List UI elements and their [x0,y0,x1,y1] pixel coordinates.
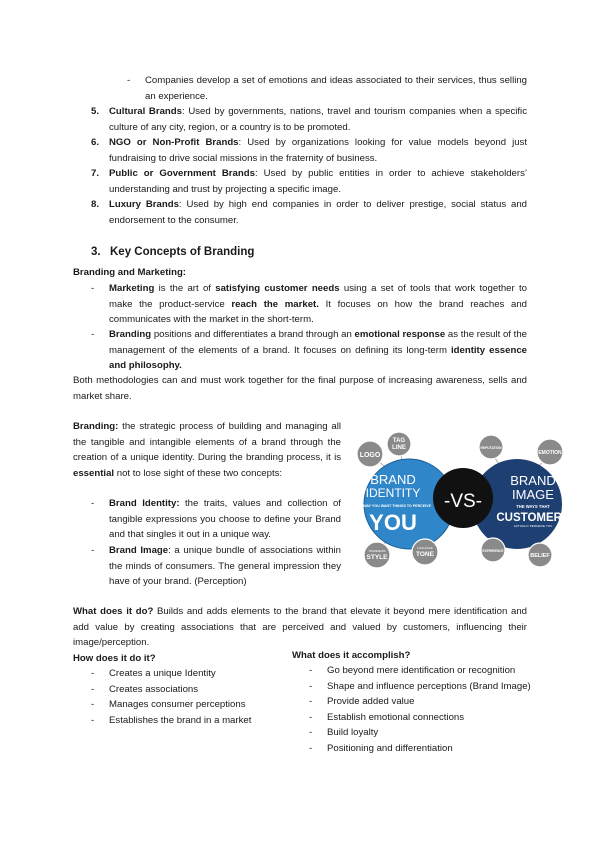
brand-image-subtitle-2: ACTUALLY PERCEIVE YOU [513,524,553,528]
branding-emphasis: emotional response [354,329,446,340]
tagline-label-2: LINE [392,445,406,451]
brand-image-bullet [109,543,341,590]
branding-definition-text: the strategic process of building and managing all the tangible and intangible elements of a brand through the creation of a unique identity. During the branding process, it is [73,421,341,463]
list-item: - Establish emotional connections [327,710,531,726]
intro-bullet: - Companies develop a set of emotions and ideas associated to their services, thus selling an experience. [145,73,527,104]
brand-image-title-2: IMAGE [512,487,554,502]
brand-type-item [91,135,527,166]
experience-label: EXPERIENCE [482,549,504,553]
how-list [109,666,251,728]
list-item: - Manages consumer perceptions [109,697,251,713]
logo-label: LOGO [359,452,381,459]
brand-identity-bullet [109,496,341,543]
branding-bullet [109,327,527,374]
marketing-term: Marketing [109,283,155,294]
brand-type-item [91,104,527,135]
marketing-text: using a set of tools that work together to make the product-service [109,283,527,310]
brand-image-title-1: BRAND [510,473,556,488]
list-item: - Shape and influence perceptions (Brand Image) [327,679,531,695]
brand-identity-title-2: IDENTITY [365,486,421,500]
brand-identity-subtitle: THE WAY YOU WANT THINGS TO PERCEIVE [355,504,431,508]
style-label: STYLE [366,554,388,561]
style-small-label: TRADEMARK [368,549,386,553]
reputation-label: REPUTATION [480,446,502,450]
list-item: - Go beyond mere identification or recognition [327,663,531,679]
vs-label: -VS- [444,491,482,512]
tone-small-label: LANGUAGE [417,546,433,550]
brand-type-number: 8. [91,199,100,210]
branding-term: Branding [109,329,152,340]
branding-marketing-heading: Branding and Marketing: [73,267,186,278]
brand-identity-text: the traits, values and collection of tangible expressions you choose to define your Brand and that singles it out in a unique way. [109,498,341,540]
branding-text: positions and differentiates a brand through an [151,329,355,340]
section-title: Key Concepts of Branding [110,246,255,258]
branding-emphasis: identity essence and philosophy. [109,344,527,371]
list-item: - Build loyalty [327,725,531,741]
methodologies-conclusion: Both methodologies can and must work together for the final purpose of increasing awareness, sells and market share. [73,375,527,402]
brand-type-term: Cultural Brands [109,106,182,117]
brand-type-number: 6. [91,137,100,148]
brand-identity-title-1: BRAND [370,472,416,487]
brand-image-term: Brand Image [109,545,169,556]
brand-type-text: : Used by organizations looking for value models beyond just fundraising to drive social missions in the fraternity of business. [109,137,527,164]
brand-type-number: 7. [91,168,100,179]
tagline-label-1: TAG [392,438,406,444]
accomplish-list [327,663,531,756]
brand-type-term: NGO or Non-Profit Brands [109,137,239,148]
brand-identity-you: YOU [369,510,417,535]
brand-type-item [91,197,527,228]
branding-definition-text: not to lose sight of these two concepts: [114,467,283,479]
tone-label: TONE [416,551,434,558]
what-does-it-do-label: What does it do? [73,606,154,617]
brand-type-term: Luxury Brands [109,199,179,210]
how-heading: How does it do it? [73,653,156,664]
belief-label: BELIEF [530,553,550,559]
list-item: - Provide added value [327,694,531,710]
tagline-bubble [387,432,411,456]
marketing-text: It focuses on how the brand reaches and communicates with the market in the short-term. [109,298,528,325]
branding-text: as the result of the management of the elements of a brand. It focuses on defining its long-term [109,329,527,356]
brand-type-term: Public or Government Brands [109,168,255,179]
brand-type-item [91,166,527,197]
brand-type-number: 5. [91,106,100,117]
brand-type-text: : Used by high end companies in order to deliver prestige, social status and endorsement to the consumer. [109,199,527,226]
accomplish-heading: What does it accomplish? [292,650,411,661]
brand-type-text: : Used by governments, nations, travel and tourism companies when a specific culture of any city, region, or a country is to be promoted. [109,106,527,133]
list-item: - Positioning and differentiation [327,741,531,757]
emotion-label: EMOTION [538,450,562,456]
marketing-emphasis: reach the market. [231,298,319,310]
what-does-it-do [73,604,527,651]
what-does-it-do-text: Builds and adds elements to the brand that elevate it beyond mere identification and add value by creating associations that are perceived and valued by customers, influencing their image/perception. [73,606,527,648]
list-item: - Creates a unique Identity [109,666,251,682]
branding-definition-emphasis: essential [73,467,115,479]
branding-definition [73,419,341,481]
marketing-emphasis: satisfying customer needs [215,283,340,294]
list-item: - Creates associations [109,682,251,698]
brand-identity-vs-image-graphic [355,428,570,573]
marketing-bullet [109,281,527,328]
marketing-text: is the art of [154,283,216,294]
list-item: - Establishes the brand in a market [109,713,251,729]
section-number: 3. [91,246,101,258]
brand-image-customers: CUSTOMERS [496,512,570,524]
brand-image-subtitle: THE WAYS THAT [516,504,550,509]
brand-type-text: : Used by public entities in order to achieve stakeholders’ understanding and trust by projecting a specific image. [109,168,527,195]
branding-definition-term: Branding: [73,421,119,432]
brand-identity-term: Brand Identity: [109,498,180,509]
brand-image-text: : a unique bundle of associations within the minds of consumers. The general impression they have of your brand. (Perception) [109,545,341,587]
